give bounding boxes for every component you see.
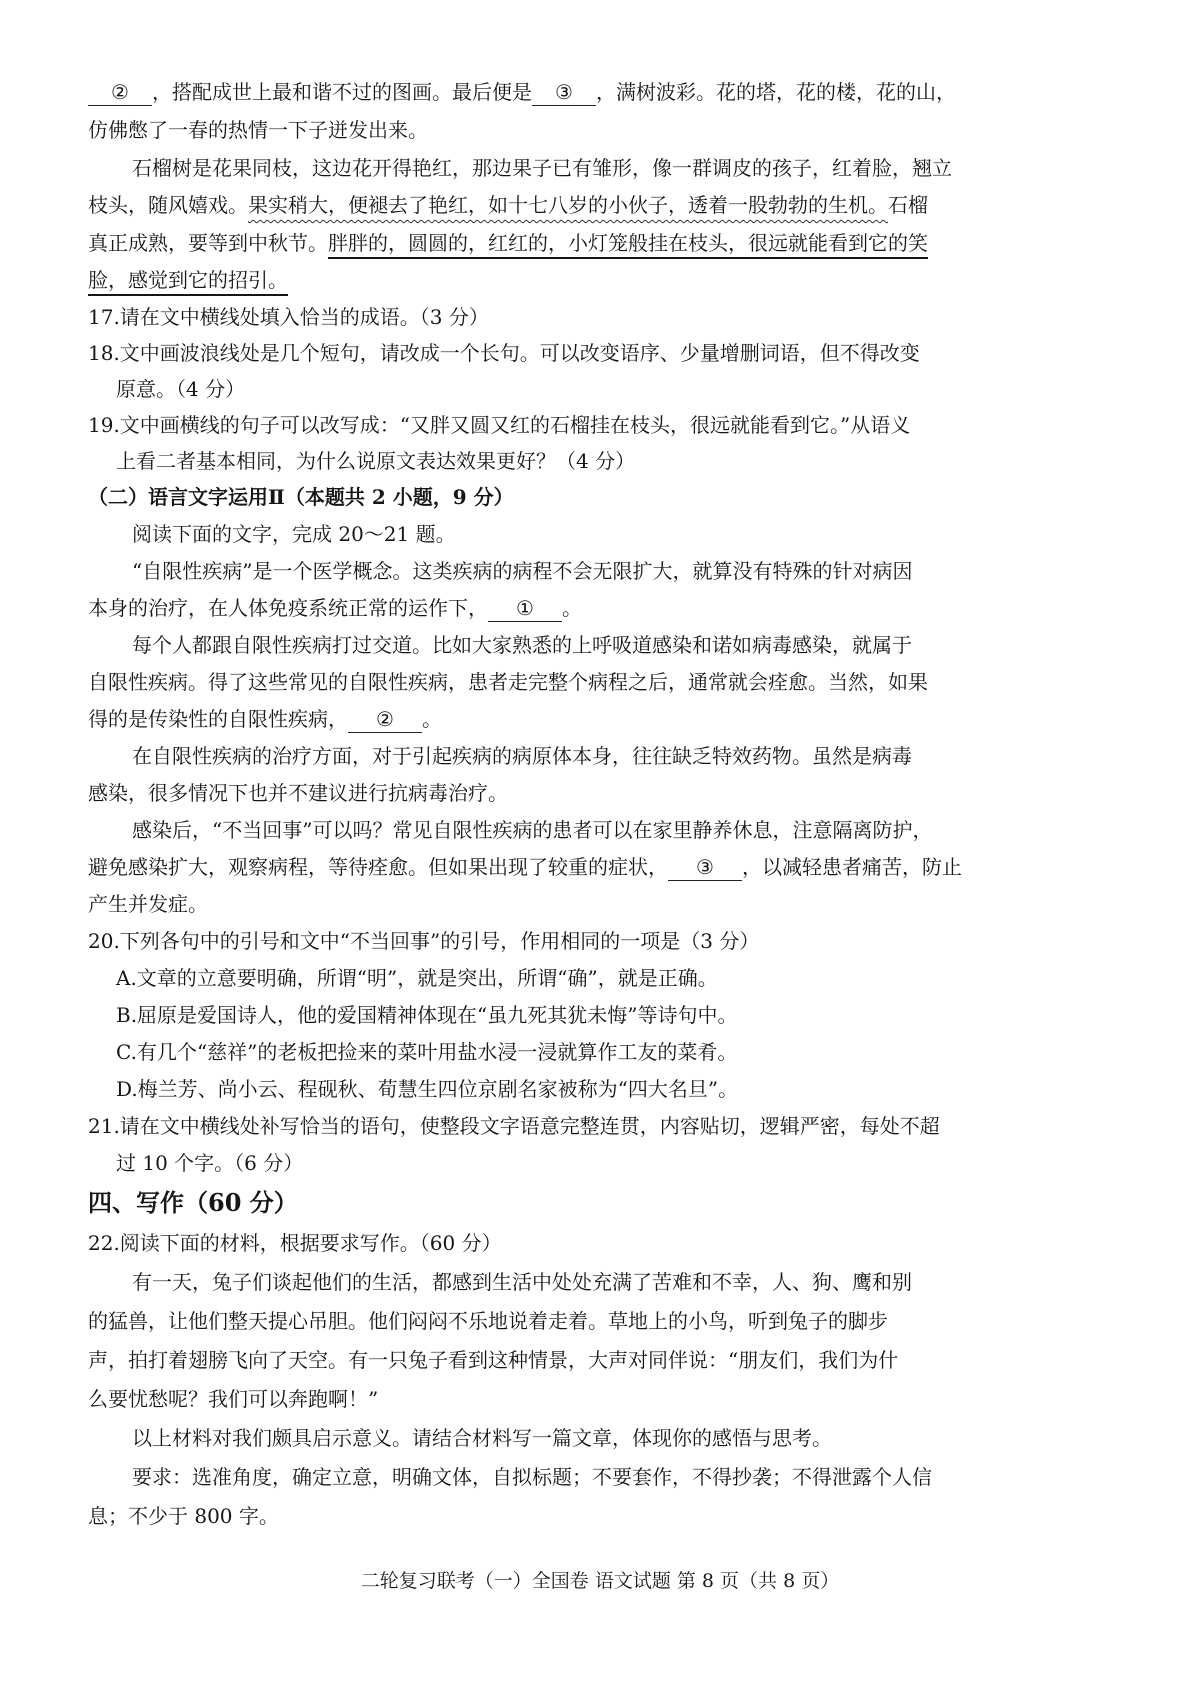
page-footer: 二轮复习联考（一）全国卷 语文试题 第 8 页（共 8 页） (360, 1570, 840, 1592)
passage-line: 产生并发症。 (88, 892, 208, 916)
underlined-sentence: 胖胖的，圆圆的，红红的，小灯笼般挂在枝头，很远就能看到它的笑 (328, 231, 928, 255)
writing-requirements: 要求：选准角度，确定立意，明确文体，自拟标题；不要套作，不得抄袭；不得泄露个人信 (132, 1465, 932, 1489)
option-a: A.文章的立意要明确，所谓“明”，就是突出，所谓“确”，就是正确。 (116, 966, 718, 990)
question-22: 22.阅读下面的材料，根据要求写作。（60 分） (88, 1231, 502, 1255)
question-21: 21.请在文中横线处补写恰当的语句，使整段文字语意完整连贯，内容贴切，逻辑严密，每处不超 (88, 1114, 940, 1138)
blank-3: ③ (668, 854, 742, 881)
passage-line: 避免感染扩大，观察病程，等待痊愈。但如果出现了较重的症状， ③ ，以减轻患者痛苦，防止 (88, 855, 962, 879)
blank-2: ② (348, 706, 422, 733)
question-18: 18.文中画波浪线处是几个短句，请改成一个长句。可以改变语序、少量增删词语，但不得改变 (88, 341, 920, 365)
question-19: 19.文中画横线的句子可以改写成：“又胖又圆又红的石榴挂在枝头，很远就能看到它。”从语义 (88, 413, 911, 437)
passage-line: 仿佛憋了一春的热情一下子迸发出来。 (88, 118, 428, 142)
passage-line: 在自限性疾病的治疗方面，对于引起疾病的病原体本身，往往缺乏特效药物。虽然是病毒 (132, 744, 912, 768)
writing-prompt: 以上材料对我们颇具启示意义。请结合材料写一篇文章，体现你的感悟与思考。 (132, 1426, 832, 1450)
reading-instruction: 阅读下面的文字，完成 20～21 题。 (132, 522, 456, 546)
passage-line: 石榴树是花果同枝，这边花开得艳红，那边果子已有雏形，像一群调皮的孩子，红着脸，翘立 (132, 156, 952, 180)
passage-line: 真正成熟，要等到中秋节。胖胖的，圆圆的，红红的，小灯笼般挂在枝头，很远就能看到它的笑 (88, 231, 928, 255)
blank-1: ① (488, 595, 562, 622)
passage-line: 自限性疾病。得了这些常见的自限性疾病，患者走完整个病程之后，通常就会痊愈。当然，如果 (88, 670, 928, 694)
section-heading-4: 四、写作（60 分） (88, 1188, 298, 1217)
wavy-underlined-sentence: 果实稍大，便褪去了艳红，如十七八岁的小伙子，透着一股勃勃的生机。 (248, 193, 888, 217)
question-17: 17.请在文中横线处填入恰当的成语。（3 分） (88, 305, 489, 329)
passage-line: “自限性疾病”是一个医学概念。这类疾病的病程不会无限扩大，就算没有特殊的针对病因 (132, 559, 913, 583)
underlined-sentence-end: 脸，感觉到它的招引。 (88, 268, 288, 292)
passage-line: ② ，搭配成世上最和谐不过的图画。最后便是 ③ ，满树波彩。花的塔，花的楼，花的山， (0, 77, 1200, 107)
passage-line (0, 265, 1200, 295)
passage-line: 感染后，“不当回事”可以吗？常见自限性疾病的患者可以在家里静养休息，注意隔离防护， (132, 818, 933, 842)
section-heading-2: （二）语言文字运用Ⅱ（本题共 2 小题，9 分） (88, 485, 514, 509)
blank-3: ③ (532, 79, 596, 106)
question-21-cont: 过 10 个字。（6 分） (116, 1151, 304, 1175)
option-d: D.梅兰芳、尚小云、程砚秋、荀慧生四位京剧名家被称为“四大名旦”。 (116, 1077, 739, 1101)
passage-line: 每个人都跟自限性疾病打过交道。比如大家熟悉的上呼吸道感染和诺如病毒感染，就属于 (132, 633, 912, 657)
material-line: 的猛兽，让他们整天提心吊胆。他们闷闷不乐地说着走着。草地上的小鸟，听到兔子的脚步 (88, 1309, 888, 1333)
passage-line: 得的是传染性的自限性疾病， ② 。 (88, 707, 442, 731)
passage-line: 感染，很多情况下也并不建议进行抗病毒治疗。 (88, 781, 508, 805)
question-18-cont: 原意。（4 分） (116, 377, 246, 401)
question-19-cont: 上看二者基本相同，为什么说原文表达效果更好？（4 分） (116, 449, 636, 473)
passage-line: 本身的治疗，在人体免疫系统正常的运作下， ① 。 (88, 596, 582, 620)
blank-2: ② (88, 79, 152, 106)
material-line: 声，拍打着翅膀飞向了天空。有一只兔子看到这种情景，大声对同伴说：“朋友们，我们为什 (88, 1348, 899, 1372)
writing-requirements-cont: 息；不少于 800 字。 (88, 1504, 279, 1528)
passage-line: 枝头，随风嬉戏。果实稍大，便褪去了艳红，如十七八岁的小伙子，透着一股勃勃的生机。石榴 (88, 193, 928, 217)
material-line: 么要忧愁呢？我们可以奔跑啊！” (88, 1387, 379, 1411)
material-line: 有一天，兔子们谈起他们的生活，都感到生活中处处充满了苦难和不幸，人、狗、鹰和别 (132, 1270, 912, 1294)
option-c: C.有几个“慈祥”的老板把捡来的菜叶用盐水浸一浸就算作工友的菜肴。 (116, 1040, 738, 1064)
option-b: B.屈原是爱国诗人，他的爱国精神体现在“虽九死其犹未悔”等诗句中。 (116, 1003, 738, 1027)
question-20: 20.下列各句中的引号和文中“不当回事”的引号，作用相同的一项是（3 分） (88, 929, 760, 953)
